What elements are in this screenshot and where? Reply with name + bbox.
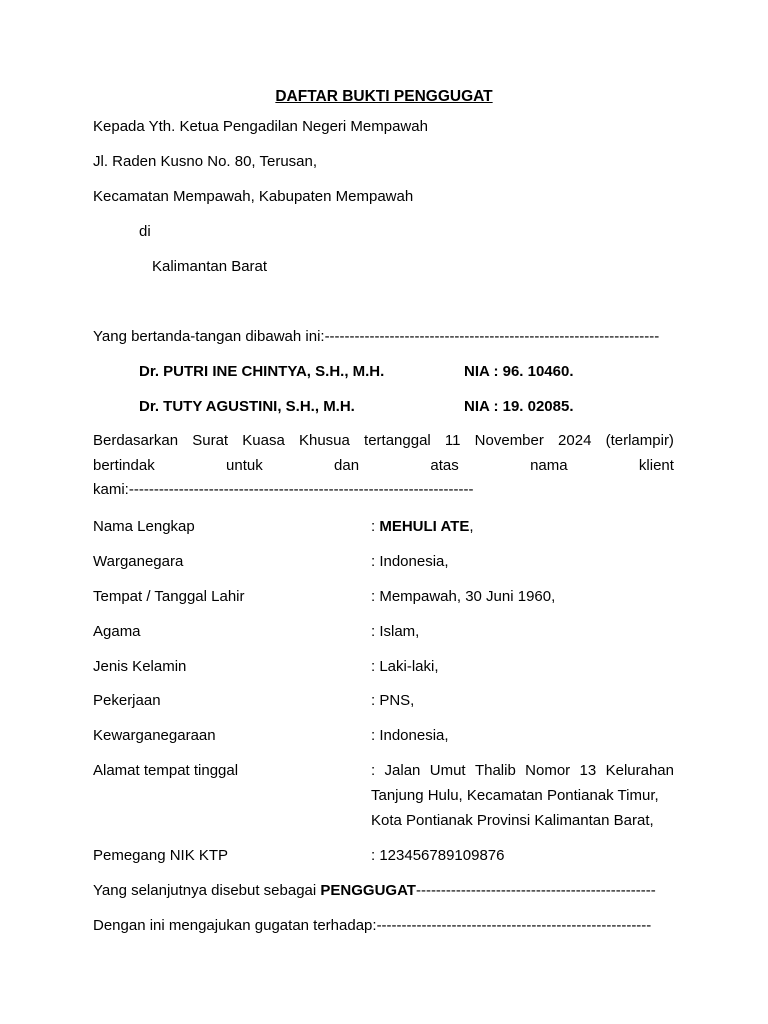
address-line-district: Kecamatan Mempawah, Kabupaten Mempawah (93, 188, 414, 205)
field-value-birth: : Mempawah, 30 Juni 1960, (371, 588, 556, 605)
client-name: MEHULI ATE (379, 518, 470, 535)
plaintiff-term: PENGGUGAT (320, 882, 416, 899)
field-label-full-name: Nama Lengkap (93, 518, 195, 535)
authority-word: Berdasarkan (93, 432, 179, 449)
authority-word: November (474, 432, 544, 449)
home-address-line-2: Tanjung Hulu, Kecamatan Pontianak Timur, (371, 787, 659, 804)
field-value-gender: : Laki-laki, (371, 658, 439, 675)
authority-line-2 (93, 453, 674, 478)
address-word: Jalan (384, 762, 421, 779)
signatory-2-name: Dr. TUTY AGUSTINI, S.H., M.H. (139, 398, 355, 415)
signatories-intro-text: Yang bertanda-tangan dibawah ini: (93, 328, 325, 345)
field-label-nationality: Kewarganegaraan (93, 727, 216, 744)
field-value-nik: : 123456789109876 (371, 847, 505, 864)
authority-word: 2024 (558, 432, 592, 449)
signatory-2-nia: NIA : 19. 02085. (464, 398, 574, 415)
lawsuit-text: Dengan ini mengajukan gugatan terhadap: (93, 917, 377, 934)
authority-dashes: --------------------------------------------------------------------- (128, 481, 474, 498)
field-value-colon: : (371, 518, 380, 535)
field-value-home-address (371, 758, 674, 833)
field-value-nationality: : Indonesia, (371, 727, 449, 744)
authority-kami: kami: (93, 481, 129, 498)
field-label-gender: Jenis Kelamin (93, 658, 187, 675)
address-line-recipient: Kepada Yth. Ketua Pengadilan Negeri Mempawah (93, 118, 428, 135)
authority-line-1 (93, 428, 674, 453)
authority-word: atas (430, 457, 459, 474)
document-title: DAFTAR BUKTI PENGGUGAT (275, 88, 493, 105)
signatories-intro (93, 328, 674, 346)
lawsuit-dashes: ------------------------------------------------------- (376, 917, 652, 934)
field-label-birth: Tempat / Tanggal Lahir (93, 588, 245, 605)
field-label-occupation: Pekerjaan (93, 692, 161, 709)
address-word: Nomor (525, 762, 571, 779)
field-label-religion: Agama (93, 623, 141, 640)
home-address-line-1 (371, 758, 674, 783)
authority-word: bertindak (93, 457, 155, 474)
address-word: : (371, 762, 376, 779)
closing-line-lawsuit (93, 917, 674, 935)
authority-word: Kuasa (242, 432, 285, 449)
signatories-intro-dashes: ------------------------------------------------------------------- (324, 328, 660, 345)
address-line-di: di (139, 223, 151, 240)
field-label-nik: Pemegang NIK KTP (93, 847, 229, 864)
field-value-occupation: : PNS, (371, 692, 415, 709)
field-value-comma: , (469, 518, 474, 535)
authority-paragraph (93, 428, 674, 502)
authority-word: klient (638, 457, 674, 474)
field-value-religion: : Islam, (371, 623, 420, 640)
authority-line-3 (93, 478, 674, 502)
address-word: Kelurahan (605, 762, 674, 779)
field-label-home-address: Alamat tempat tinggal (93, 762, 239, 779)
authority-word: 11 (444, 432, 461, 449)
home-address-line-3: Kota Pontianak Provinsi Kalimantan Barat, (371, 812, 654, 829)
signatory-1-nia: NIA : 96. 10460. (464, 363, 574, 380)
authority-word: untuk (226, 457, 263, 474)
authority-word: (terlampir) (605, 432, 674, 449)
authority-word: dan (334, 457, 360, 474)
closing-dashes: ------------------------------------------------ (415, 882, 656, 899)
address-word: 13 (579, 762, 597, 779)
signatory-1-name: Dr. PUTRI INE CHINTYA, S.H., M.H. (139, 363, 385, 380)
field-value-citizenship: : Indonesia, (371, 553, 449, 570)
closing-line-plaintiff (93, 882, 674, 900)
address-word: Umut (429, 762, 466, 779)
authority-word: Khusua (298, 432, 350, 449)
address-line-province: Kalimantan Barat (152, 258, 268, 275)
field-value-full-name (371, 518, 474, 536)
address-word: Thalib (474, 762, 516, 779)
field-label-citizenship: Warganegara (93, 553, 184, 570)
closing-text: Yang selanjutnya disebut sebagai (93, 882, 321, 899)
authority-word: Surat (192, 432, 229, 449)
address-line-street: Jl. Raden Kusno No. 80, Terusan, (93, 153, 318, 170)
authority-word: nama (530, 457, 568, 474)
authority-word: tertanggal (364, 432, 431, 449)
